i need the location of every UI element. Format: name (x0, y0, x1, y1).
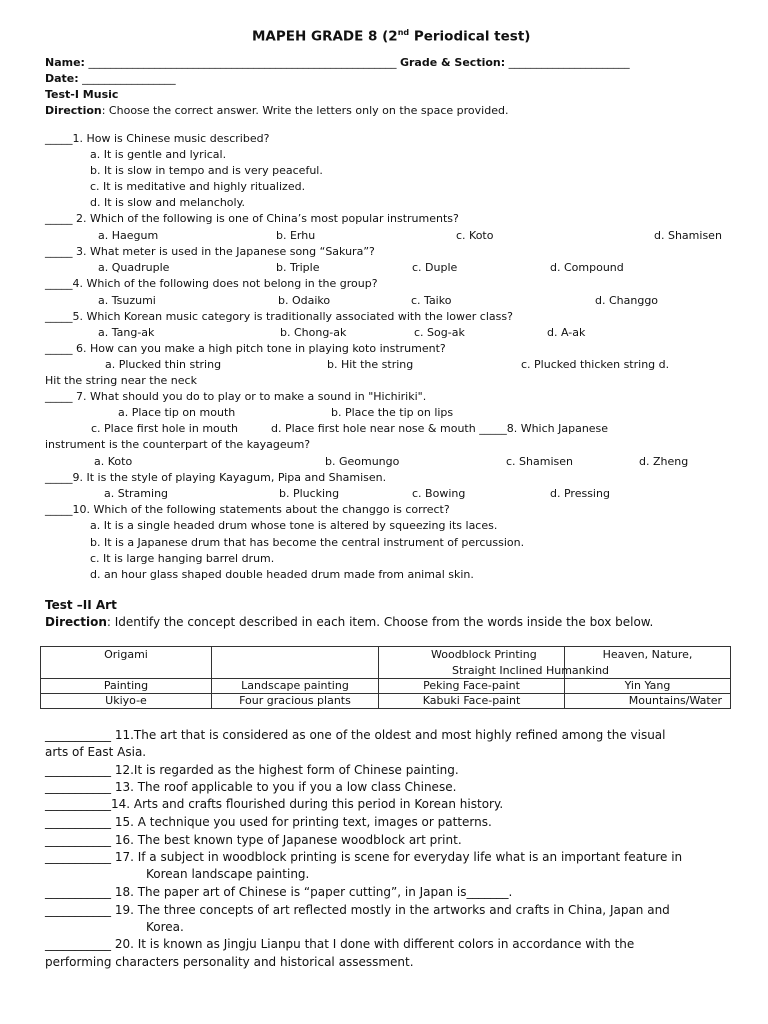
q5-option-a: a. Tang-ak (98, 326, 155, 339)
question-6: _____ 6. How can you make a high pitch tone in playing koto instrument? (45, 342, 446, 355)
q1-option-a: a. It is gentle and lyrical. (90, 148, 227, 161)
question-3: _____ 3. What meter is used in the Japanese song “Sakura”? (45, 245, 375, 258)
word-box-cell: Painting (41, 679, 212, 694)
q5-option-d: d. A-ak (547, 326, 586, 339)
question-12: ___________ 12.It is regarded as the highest form of Chinese painting. (45, 763, 459, 777)
word-box-word: Woodblock Printing (431, 648, 537, 661)
q6-option-a: a. Plucked thin string (105, 358, 222, 371)
word-box-cell: Mountains/Water (565, 694, 731, 709)
q5-option-c: c. Sog-ak (414, 326, 465, 339)
q7-option-b: b. Place the tip on lips (331, 406, 454, 419)
question-2: _____ 2. Which of the following is one of China’s most popular instruments? (45, 212, 459, 225)
q8-option-c: c. Shamisen (506, 455, 573, 468)
question-9: _____9. It is the style of playing Kayagum, Pipa and Shamisen. (45, 471, 387, 484)
q10-option-a: a. It is a single headed drum whose tone is altered by squeezing its laces. (90, 519, 498, 532)
q10-option-b: b. It is a Japanese drum that has become the central instrument of percussion. (90, 536, 525, 549)
q9-option-d: d. Pressing (550, 487, 610, 500)
q6-option-c: c. Plucked thicken string d. (521, 358, 670, 371)
question-8-cont: instrument is the counterpart of the kayageum? (45, 438, 311, 451)
q4-option-b: b. Odaiko (278, 294, 331, 307)
word-box-cell (212, 647, 379, 679)
q3-option-c: c. Duple (412, 261, 458, 274)
question-5: _____5. Which Korean music category is traditionally associated with the lower class? (45, 310, 513, 323)
question-18: ___________ 18. The paper art of Chinese is “paper cutting”, in Japan is_______. (45, 885, 513, 899)
question-11: ___________ 11.The art that is considered as one of the oldest and most highly refined among the visual (45, 728, 666, 742)
test2-heading: Test –II Art (45, 598, 117, 612)
direction-label: Direction (45, 615, 107, 629)
q4-option-a: a. Tsuzumi (98, 294, 156, 307)
title-main: MAPEH GRADE 8 (2 (252, 28, 398, 45)
q9-option-a: a. Straming (104, 487, 169, 500)
q3-option-b: b. Triple (276, 261, 320, 274)
question-17: ___________ 17. If a subject in woodblock printing is scene for everyday life what is an important feature in (45, 850, 683, 864)
question-11-cont: arts of East Asia. (45, 745, 147, 759)
q8-option-b: b. Geomungo (325, 455, 400, 468)
q6-option-d: Hit the string near the neck (45, 374, 197, 387)
q1-option-c: c. It is meditative and highly ritualized. (90, 180, 306, 193)
title-rest: Periodical test) (409, 28, 531, 45)
q8-option-a: a. Koto (94, 455, 133, 468)
direction-text: : Choose the correct answer. Write the letters only on the space provided. (101, 104, 509, 117)
word-box-row (41, 647, 731, 679)
date-label: Date: (45, 72, 79, 85)
question-10: _____10. Which of the following statements about the changgo is correct? (45, 503, 450, 516)
word-box-cell: Heaven, Nature, (565, 647, 731, 679)
question-19-cont: Korea. (146, 920, 184, 934)
q2-option-a: a. Haegum (98, 229, 159, 242)
q2-option-b: b. Erhu (276, 229, 316, 242)
q7-option-c: c. Place first hole in mouth (91, 422, 239, 435)
q5-option-b: b. Chong-ak (280, 326, 347, 339)
q4-option-c: c. Taiko (411, 294, 452, 307)
q1-option-d: d. It is slow and melancholy. (90, 196, 246, 209)
title-superscript: nd (397, 28, 410, 37)
q3-option-a: a. Quadruple (98, 261, 170, 274)
question-7: _____ 7. What should you do to play or to make a sound in "Hichiriki". (45, 390, 427, 403)
question-4: _____4. Which of the following does not belong in the group? (45, 277, 378, 290)
question-14: ___________14. Arts and crafts flourished during this period in Korean history. (45, 797, 504, 811)
word-box-cell: Origami (41, 647, 212, 679)
grade-section-field[interactable]: ______________________ (508, 56, 630, 69)
q7-option-a: a. Place tip on mouth (118, 406, 236, 419)
q10-option-c: c. It is large hanging barrel drum. (90, 552, 275, 565)
question-20: ___________ 20. It is known as Jingju Lianpu that I done with different colors in accordance with the (45, 937, 635, 951)
word-box-row (41, 694, 731, 709)
question-20-cont: performing characters personality and historical assessment. (45, 955, 414, 969)
word-box-cell: Kabuki Face-paint (379, 694, 565, 709)
test1-heading: Test-I Music (45, 88, 119, 101)
name-label: Name: (45, 56, 85, 69)
name-field[interactable]: ________________________________________________________ (88, 56, 397, 69)
q6-option-b: b. Hit the string (327, 358, 414, 371)
test2-direction (45, 615, 653, 629)
date-row (45, 72, 176, 86)
q7-option-d-and-question-8: d. Place first hole near nose & mouth _____8. Which Japanese (271, 422, 609, 435)
q3-option-d: d. Compound (550, 261, 624, 274)
q4-option-d: d. Changgo (595, 294, 659, 307)
word-box-cell: Four gracious plants (212, 694, 379, 709)
q9-option-c: c. Bowing (412, 487, 466, 500)
q8-option-d: d. Zheng (639, 455, 689, 468)
question-19: ___________ 19. The three concepts of art reflected mostly in the artworks and crafts in China, Japan and (45, 903, 670, 917)
question-17-cont: Korean landscape painting. (146, 867, 310, 881)
direction-label: Direction (45, 104, 102, 117)
date-field[interactable]: _________________ (82, 72, 176, 85)
q2-option-c: c. Koto (456, 229, 494, 242)
question-13: ___________ 13. The roof applicable to you if you a low class Chinese. (45, 780, 457, 794)
question-16: ___________ 16. The best known type of Japanese woodblock art print. (45, 833, 462, 847)
word-box-cell: Yin Yang (565, 679, 731, 694)
word-box-cell: Landscape painting (212, 679, 379, 694)
q1-option-b: b. It is slow in tempo and is very peaceful. (90, 164, 323, 177)
question-15: ___________ 15. A technique you used for printing text, images or patterns. (45, 815, 492, 829)
direction-text: : Identify the concept described in each item. Choose from the words inside the box below. (106, 615, 654, 629)
word-box-cell: Ukiyo-e (41, 694, 212, 709)
q9-option-b: b. Plucking (279, 487, 340, 500)
name-row (45, 56, 630, 70)
test1-direction (45, 104, 508, 118)
grade-section-label: Grade & Section: (399, 56, 506, 69)
q2-option-d: d. Shamisen (654, 229, 722, 242)
page-title (252, 26, 530, 44)
word-box-cell (379, 647, 610, 679)
word-box-word: Straight Inclined Humankind (452, 664, 610, 677)
question-1: _____1. How is Chinese music described? (45, 132, 270, 145)
q10-option-d: d. an hour glass shaped double headed drum made from animal skin. (90, 568, 474, 581)
word-box (40, 646, 731, 709)
word-box-row (41, 679, 731, 694)
word-box-cell: Peking Face-paint (379, 679, 565, 694)
